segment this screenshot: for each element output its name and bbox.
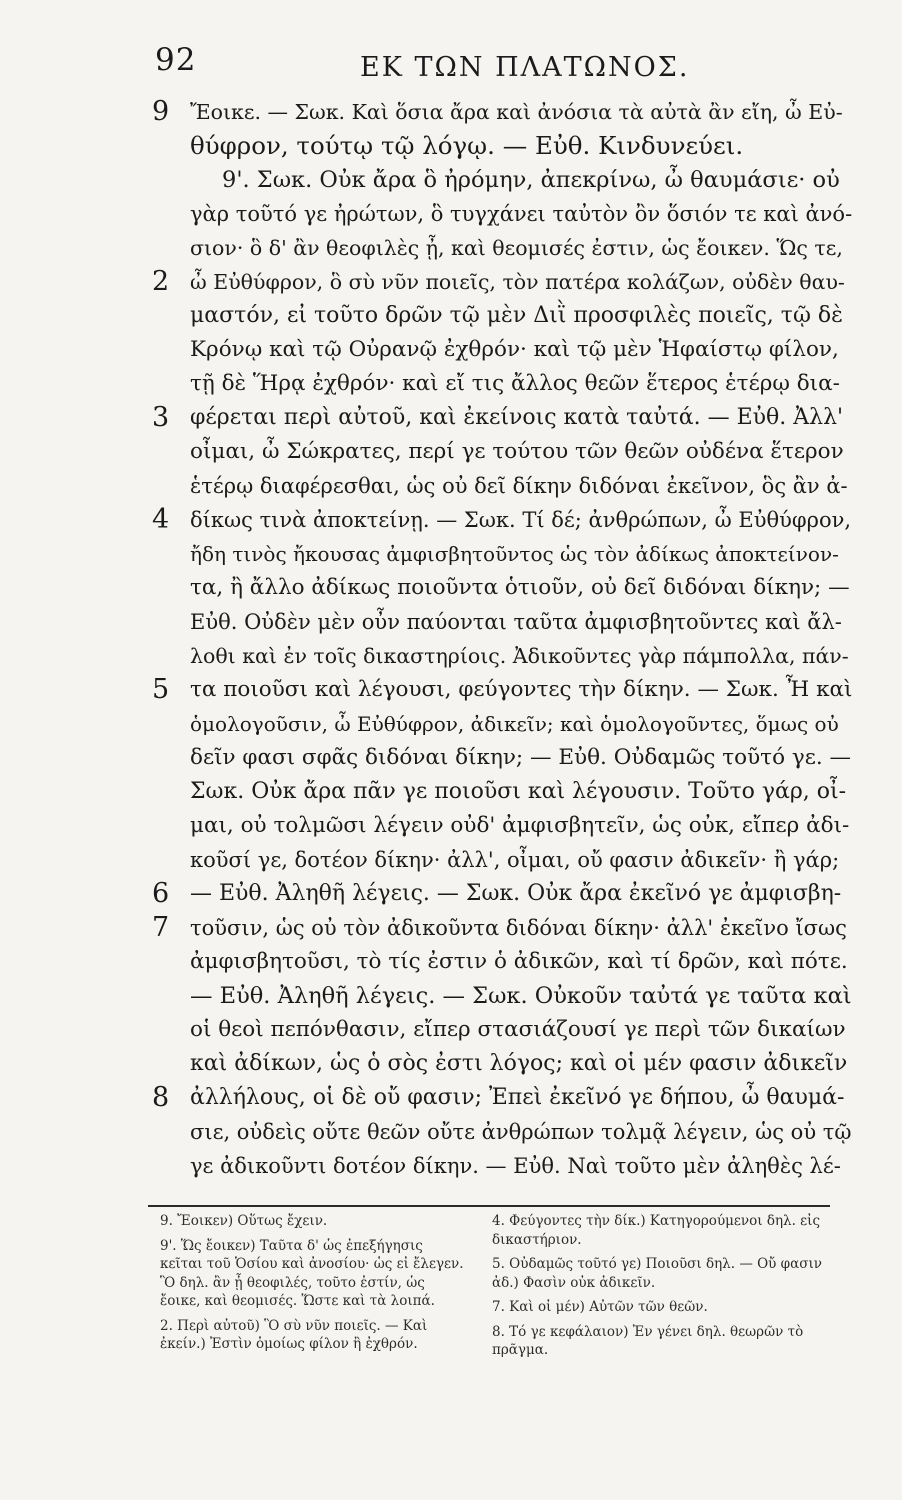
footnote-divider (148, 1205, 830, 1207)
text-line: ἑτέρῳ διαφέρεσθαι, ὡς οὐ δεῖ δίκην διδόναι ἐκεῖνον, ὃς ἂν ἀ- (190, 474, 848, 498)
text-line: ἀλλήλους, οἱ δὲ οὔ φασιν; Ἐπεὶ ἐκεῖνό γε δήπου, ὦ θαυμά- (190, 1085, 845, 1110)
footnote: 2. Περὶ αὐτοῦ) Ὃ σὺ νῦν ποιεῖς. — Καὶ ἐκείν.) Ἐστὶν ὁμοίως φίλον ἢ ἐχθρόν. (160, 1317, 428, 1352)
text-line: τοῦσιν, ὡς οὐ τὸν ἀδικοῦντα διδόναι δίκην· ἀλλ' ἐκεῖνο ἴσως (190, 916, 847, 940)
footnote: 9'. Ὥς ἔοικεν) Ταῦτα δ' ὡς ἐπεξήγησις κεῖται τοῦ Ὁσίου καὶ ἀνοσίου· ὡς εἰ ἔλεγεν. Ὃ δηλ. ἂν ᾖ θεοφιλές, τοῦτο ἐστίν, ὡς ἔοικε, καὶ θεομισές. Ὥστε καὶ τὰ λοιπά. (160, 1237, 464, 1309)
text-line: σιον· ὃ δ' ἂν θεοφιλὲς ᾖ, καὶ θεομισές ἐστιν, ὡς ἔοικεν. Ὥς τε, (190, 236, 843, 260)
footnote: 5. Οὐδαμῶς τοῦτό γε) Ποιοῦσι δηλ. — Οὔ φασιν ἀδ.) Φασὶν οὐκ ἀδικεῖν. (492, 1256, 822, 1291)
text-line: δίκως τινὰ ἀποκτείνῃ. — Σωκ. Τί δέ; ἀνθρώπων, ὦ Εὐθύφρον, (190, 508, 852, 532)
text-line: γὰρ τοῦτό γε ἠρώτων, ὃ τυγχάνει ταὐτὸν ὂν ὅσιόν τε καὶ ἀνό- (190, 202, 852, 226)
text-line: — Εὐθ. Ἀληθῆ λέγεις. — Σωκ. Οὐκ ἄρα ἐκεῖνό γε ἀμφισβη- (190, 881, 842, 906)
text-line: φέρεται περὶ αὐτοῦ, καὶ ἐκείνοις κατὰ ταὐτά. — Εὐθ. Ἀλλ' (190, 405, 844, 430)
text-line: θύφρον, τούτῳ τῷ λόγῳ. — Εὐθ. Κινδυνεύει. (190, 131, 744, 160)
footnotes-left-column (160, 1212, 465, 1360)
text-line: Ἔοικε. — Σωκ. Καὶ ὅσια ἄρα καὶ ἀνόσια τὰ αὐτὰ ἂν εἴη, ὦ Εὐ- (190, 100, 843, 124)
text-line: τα ποιοῦσι καὶ λέγουσι, φεύγοντες τὴν δίκην. — Σωκ. Ἦ καὶ (190, 677, 852, 702)
text-line: μαι, οὐ τολμῶσι λέγειν οὐδ' ἀμφισβητεῖν, ὡς οὐκ, εἴπερ ἀδι- (190, 813, 850, 838)
footnote: 9. Ἔοικεν) Οὕτως ἔχειν. (160, 1213, 328, 1229)
text-line: τῇ δὲ Ἥρᾳ ἐχθρόν· καὶ εἴ τις ἄλλος θεῶν ἕτερος ἑτέρῳ δια- (190, 371, 840, 396)
text-line: καὶ ἀδίκων, ὡς ὁ σὸς ἐστι λόγος; καὶ οἱ μέν φασιν ἀδικεῖν (190, 1051, 848, 1076)
text-line: Σωκ. Οὐκ ἄρα πᾶν γε ποιοῦσι καὶ λέγουσιν. Τοῦτο γάρ, οἶ- (190, 779, 847, 804)
text-line: 9'. Σωκ. Οὐκ ἄρα ὃ ἠρόμην, ἀπεκρίνω, ὦ θαυμάσιε· οὐ (222, 167, 840, 193)
margin-number: 9 (152, 96, 170, 127)
text-line: ἤδη τινὸς ἤκουσας ἀμφισβητοῦντος ὡς τὸν ἀδίκως ἀποκτείνον- (190, 542, 839, 566)
text-line: ἀμφισβητοῦσι, τὸ τίς ἐστιν ὁ ἀδικῶν, καὶ τί δρῶν, καὶ πότε. (190, 949, 848, 974)
margin-number: 4 (152, 504, 170, 535)
margin-number: 7 (152, 912, 170, 943)
text-line: κοῦσί γε, δοτέον δίκην· ἀλλ', οἶμαι, οὔ φασιν ἀδικεῖν· ἢ γάρ; (190, 848, 840, 872)
text-line: ὦ Εὐθύφρον, ὃ σὺ νῦν ποιεῖς, τὸν πατέρα κολάζων, οὐδὲν θαυ- (190, 270, 845, 294)
text-line: Κρόνῳ καὶ τῷ Οὐρανῷ ἐχθρόν· καὶ τῷ μὲν Ἡφαίστῳ φίλον, (190, 337, 839, 362)
main-text (0, 95, 902, 1205)
text-line: μαστόν, εἰ τοῦτο δρῶν τῷ μὲν Διῒ προσφιλὲς ποιεῖς, τῷ δὲ (190, 303, 843, 328)
text-line: δεῖν φασι σφᾶς διδόναι δίκην; — Εὐθ. Οὐδαμῶς τοῦτό γε. — (190, 745, 851, 770)
text-line: Εὐθ. Οὐδὲν μὲν οὖν παύονται ταῦτα ἀμφισβητοῦντες καὶ ἄλ- (190, 610, 842, 634)
margin-number: 5 (152, 674, 170, 705)
footnote: 7. Καὶ οἱ μέν) Αὐτῶν τῶν θεῶν. (492, 1299, 708, 1315)
text-line: γε ἀδικοῦντι δοτέον δίκην. — Εὐθ. Ναὶ τοῦτο μὲν ἀληθὲς λέ- (190, 1154, 841, 1178)
text-line: οἱ θεοὶ πεπόνθασιν, εἴπερ στασιάζουσί γε περὶ τῶν δικαίων (190, 1017, 846, 1042)
margin-number: 2 (152, 266, 170, 297)
footnote: 8. Τό γε κεφάλαιον) Ἐν γένει δηλ. θεωρῶν τὸ πρᾶγμα. (492, 1323, 804, 1358)
margin-number: 3 (152, 402, 170, 433)
text-line: τα, ἢ ἄλλο ἀδίκως ποιοῦντα ὁτιοῦν, οὐ δεῖ διδόναι δίκην; — (190, 575, 850, 600)
margin-number: 6 (152, 878, 170, 909)
text-line: ὁμολογοῦσιν, ὦ Εὐθύφρον, ἀδικεῖν; καὶ ὁμολογοῦντες, ὅμως οὐ (190, 712, 839, 736)
text-line: οἶμαι, ὦ Σώκρατες, περί γε τούτου τῶν θεῶν οὐδένα ἕτερον (190, 439, 844, 464)
text-line: — Εὐθ. Ἀληθῆ λέγεις. — Σωκ. Οὐκοῦν ταὐτά γε ταῦτα καὶ (190, 983, 852, 1009)
footnotes-right-column (492, 1212, 837, 1366)
footnote: 4. Φεύγοντες τὴν δίκ.) Κατηγορούμενοι δηλ. εἰς δικαστήριον. (492, 1213, 821, 1248)
text-line: λοθι καὶ ἐν τοῖς δικαστηρίοις. Ἀδικοῦντες γὰρ πάμπολλα, πάν- (190, 644, 849, 668)
text-line: σιε, οὐδεὶς οὔτε θεῶν οὔτε ἀνθρώπων τολμᾷ λέγειν, ὡς οὐ τῷ (190, 1120, 852, 1144)
page-number: 92 (155, 42, 197, 78)
running-head: ΕΚ ΤΩΝ ΠΛΑΤΩΝΟΣ. (360, 52, 690, 83)
margin-number: 8 (152, 1082, 170, 1113)
